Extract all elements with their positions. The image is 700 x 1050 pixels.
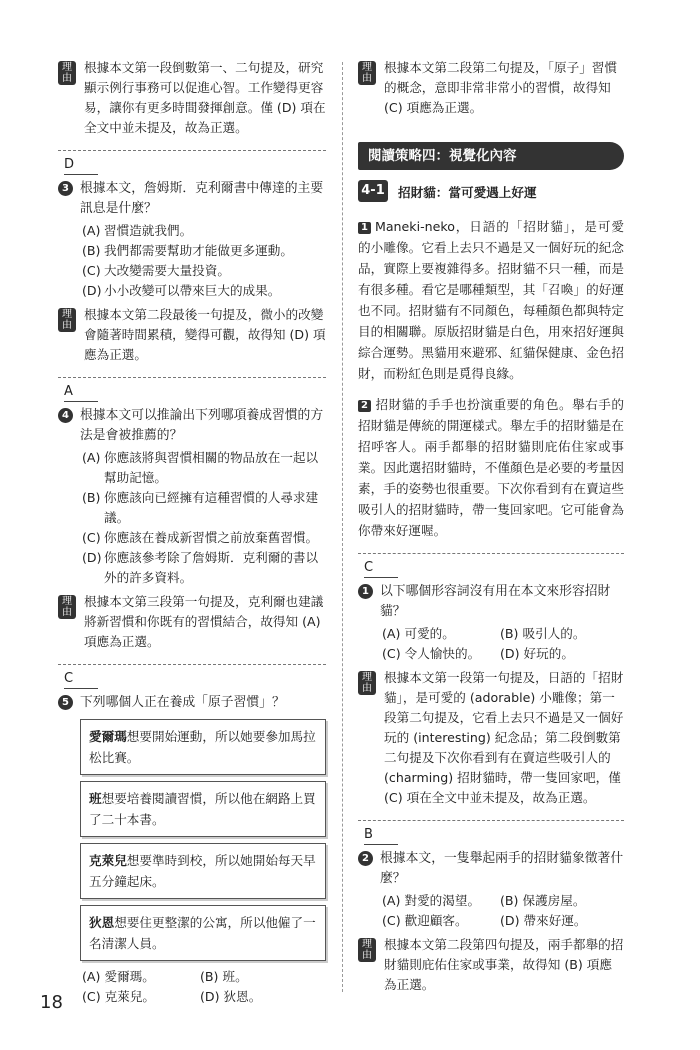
question-text: 以下哪個形容詞沒有用在本文來形容招財貓？ <box>380 584 611 619</box>
option-label: (D) <box>500 646 520 661</box>
reason-badge: 理由 <box>358 671 376 695</box>
option-label: (A) <box>382 626 401 641</box>
option-c <box>82 987 200 1007</box>
reason-block <box>358 58 624 118</box>
option-b <box>82 488 326 528</box>
options <box>58 448 326 588</box>
option-label: (A) <box>382 893 401 908</box>
option-text: 克萊兒。 <box>104 989 156 1004</box>
option-text: 你應該參考除了詹姆斯．克利爾的書以外的許多資料。 <box>104 550 319 585</box>
option-a <box>382 891 500 911</box>
option-a <box>82 448 326 488</box>
option-b <box>200 967 318 987</box>
option-d <box>82 548 326 588</box>
question-number: 5 <box>58 695 73 710</box>
person-name: 愛爾瑪 <box>89 729 127 744</box>
option-text: 愛爾瑪。 <box>104 969 155 984</box>
question-number: 1 <box>358 584 373 599</box>
option-a <box>382 624 500 644</box>
option-label: (B) <box>82 243 101 258</box>
option-c <box>82 528 326 548</box>
question-text: 根據本文可以推論出下列哪項養成習慣的方法是會被推薦的？ <box>80 408 324 443</box>
divider <box>58 377 326 378</box>
option-label: (B) <box>82 490 101 505</box>
divider <box>58 150 326 151</box>
scenario-text: 想要開始運動，所以她要參加馬拉松比賽。 <box>89 729 316 765</box>
option-text: 好玩的。 <box>523 646 574 661</box>
option-label: (D) <box>500 913 520 928</box>
option-label: (C) <box>382 646 401 661</box>
option-text: 狄恩。 <box>223 989 262 1004</box>
divider <box>358 820 624 821</box>
reason-text: 根據本文第一段倒數第一、二句提及，研究顯示例行事務可以促進心智。工作變得更容易，讓你有更多時間發揮創意。僅 (D) 項在全文中並未提及，故為正選。 <box>84 60 326 135</box>
scenario-box <box>80 719 326 775</box>
option-label: (D) <box>82 283 102 298</box>
reason-block <box>58 592 326 652</box>
scenario-text: 想要培養閱讀習慣，所以他在網路上買了二十本書。 <box>89 791 316 827</box>
option-label: (C) <box>382 913 401 928</box>
option-text: 班。 <box>222 969 248 984</box>
person-name: 狄恩 <box>89 915 115 930</box>
option-text: 習慣造就我們。 <box>104 223 193 238</box>
person-name: 班 <box>89 791 102 806</box>
option-c <box>82 261 326 281</box>
option-label: (C) <box>82 263 101 278</box>
option-text: 歡迎顧客。 <box>404 913 468 928</box>
reason-block <box>358 668 624 808</box>
section-tag: 4-1 <box>358 180 388 202</box>
option-label: (B) <box>500 626 519 641</box>
scenario-text: 想要住更整潔的公寓，所以他僱了一名清潔人員。 <box>89 915 316 951</box>
question-3 <box>58 179 326 219</box>
paragraph-text: 招財貓的手手也扮演重要的角色。舉右手的招財貓是傳統的開運樣式。舉左手的招財貓是在招呼客人。兩手都舉的招財貓則庇佑住家或事業。因此選招財貓時，不僅顏色是必要的考量因素，手的姿勢也很重要。下次你看到有在賣這些吸引人的招財貓時，帶一隻回家吧。它可能會為你帶來好運喔。 <box>358 397 624 538</box>
reason-text: 根據本文第三段第一句提及，克利爾也建議將新習慣和你既有的習慣結合，故得知 (A) 項應為正選。 <box>84 594 324 649</box>
options <box>58 221 326 301</box>
answer-label: B <box>364 827 398 845</box>
column-divider <box>342 62 343 992</box>
answer-label: C <box>64 671 98 689</box>
option-label: (C) <box>82 530 101 545</box>
reason-badge: 理由 <box>358 61 376 85</box>
options <box>58 967 326 1007</box>
question-text: 下列哪個人正在養成「原子習慣」？ <box>80 695 285 710</box>
page-number: 18 <box>40 992 63 1013</box>
option-d <box>500 911 618 931</box>
option-text: 保護房屋。 <box>522 893 586 908</box>
question-5 <box>58 693 326 713</box>
paragraph-1 <box>358 216 624 384</box>
answer-label: C <box>364 560 398 578</box>
reason-badge: 理由 <box>58 308 76 332</box>
question-number: 2 <box>358 851 373 866</box>
option-text: 帶來好運。 <box>523 913 587 928</box>
scenario-box <box>80 905 326 961</box>
paragraph-number: 1 <box>358 222 371 234</box>
option-text: 可愛的。 <box>404 626 455 641</box>
question-text: 根據本文，一隻舉起兩手的招財貓象徵著什麼？ <box>380 851 624 886</box>
strategy-banner: 閱讀策略四：視覺化內容 <box>358 142 624 170</box>
option-text: 你應該向已經擁有這種習慣的人尋求建議。 <box>104 490 319 525</box>
paragraph-text: Maneki-neko，日語的「招財貓」，是可愛的小雕像。它看上去只不過是又一個好玩的紀念品，實際上要複雜得多。招財貓不只一種，而是有很多種。看它是哪種類型，其「召喚」的好運也不同。招財貓有不同顏色，每種顏色都與特定目的相關聯。原版招財貓是白色，用來招好運與綜合運勢。黑貓用來避邪、紅貓保健康、金色招財，而粉紅色則是覓得良緣。 <box>358 219 624 381</box>
question-2 <box>358 849 624 889</box>
left-column <box>58 58 326 1011</box>
option-text: 吸引人的。 <box>522 626 586 641</box>
option-text: 對愛的渴望。 <box>404 893 481 908</box>
option-a <box>82 221 326 241</box>
option-label: (D) <box>82 550 102 565</box>
option-label: (A) <box>82 223 101 238</box>
option-text: 你應該將與習慣相關的物品放在一起以幫助記憶。 <box>104 450 319 485</box>
reason-text: 根據本文第二段最後一句提及，微小的改變會隨著時間累積，變得可觀，故得知 (D) 項應為正選。 <box>84 307 326 362</box>
scenario-box <box>80 843 326 899</box>
option-b <box>82 241 326 261</box>
option-text: 令人愉快的。 <box>404 646 481 661</box>
option-label: (B) <box>200 969 219 984</box>
paragraph-2 <box>358 394 624 541</box>
option-label: (C) <box>82 989 101 1004</box>
section-title: 招財貓：當可愛遇上好運 <box>398 184 537 200</box>
reason-badge: 理由 <box>58 595 76 619</box>
option-label: (A) <box>82 450 101 465</box>
question-number: 3 <box>58 181 73 196</box>
reason-block <box>358 935 624 995</box>
scenario-text: 想要準時到校，所以她開始每天早五分鐘起床。 <box>89 853 316 889</box>
option-text: 你應該在養成新習慣之前放棄舊習慣。 <box>104 530 319 545</box>
answer-label: D <box>64 157 98 175</box>
question-text: 根據本文，詹姆斯．克利爾書中傳達的主要訊息是什麼？ <box>80 181 324 216</box>
scenario-box <box>80 781 326 837</box>
reason-text: 根據本文第二段第二句提及，「原子」習慣的概念，意即非常非常小的習慣，故得知 (C) 項應為正選。 <box>384 60 617 115</box>
option-d <box>200 987 318 1007</box>
person-name: 克萊兒 <box>89 853 127 868</box>
divider <box>58 664 326 665</box>
reason-badge: 理由 <box>358 938 376 962</box>
option-b <box>500 891 618 911</box>
option-d <box>500 644 618 664</box>
right-column <box>358 58 624 1001</box>
options <box>358 891 624 931</box>
reason-block <box>58 58 326 138</box>
option-text: 小小改變可以帶來巨大的成果。 <box>104 283 281 298</box>
section-header <box>358 180 624 202</box>
option-label: (A) <box>82 969 101 984</box>
option-label: (D) <box>200 989 220 1004</box>
reason-block <box>58 305 326 365</box>
option-text: 我們都需要幫助才能做更多運動。 <box>104 243 293 258</box>
option-c <box>382 911 500 931</box>
option-text: 大改變需要大量投資。 <box>104 263 230 278</box>
option-a <box>82 967 200 987</box>
reason-text: 根據本文第二段第四句提及，兩手都舉的招財貓則庇佑住家或事業，故得知 (B) 項應為正選。 <box>384 937 624 992</box>
paragraph-number: 2 <box>358 400 371 412</box>
option-c <box>382 644 500 664</box>
answer-label: A <box>64 384 98 402</box>
divider <box>358 553 624 554</box>
options <box>358 624 624 664</box>
reason-badge: 理由 <box>58 61 76 85</box>
option-d <box>82 281 326 301</box>
option-label: (B) <box>500 893 519 908</box>
question-number: 4 <box>58 408 73 423</box>
question-4 <box>58 406 326 446</box>
reason-text: 根據本文第一段第一句提及，日語的「招財貓」，是可愛的 (adorable) 小雕像；第一段第二句提及，它看上去只不過是又一個好玩的 (interesting) 紀念品；第二段倒數第二句提及下次你看到有在賣這些吸引人的 (charming) 招財貓時，帶一隻回家吧，僅 (C) 項在全文中並未提及，故為正選。 <box>384 670 624 805</box>
question-1 <box>358 582 624 622</box>
option-b <box>500 624 618 644</box>
